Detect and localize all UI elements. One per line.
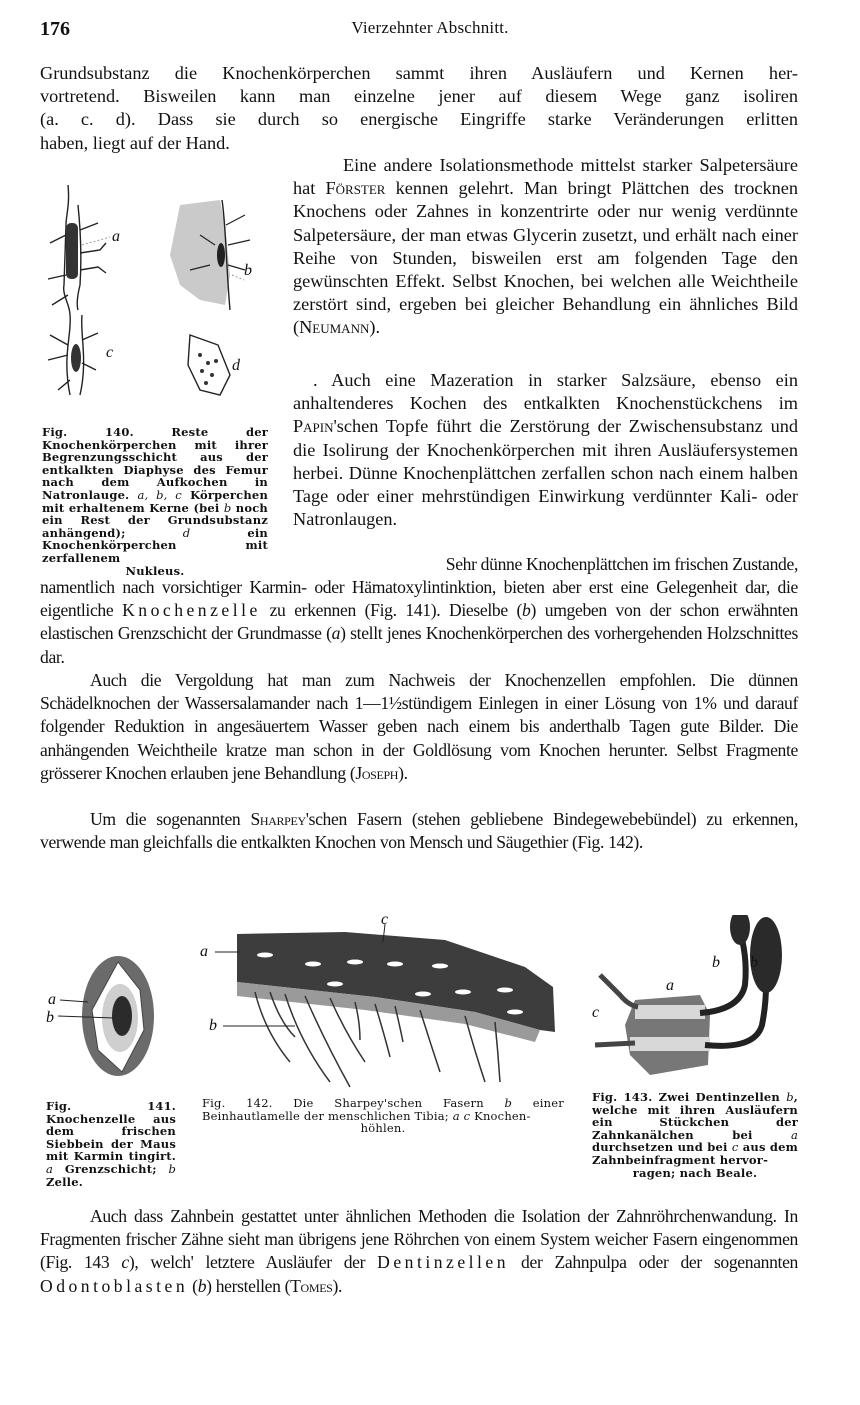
paragraph-1 <box>40 62 798 155</box>
figure-140-caption: Fig. 140. Reste der Knochenkörperchen mit ihrer Begrenzungsschicht aus der entkalkten Diaphyse des Femur nach dem Aufkochen in Natronlauge. a, b, c Körperchen mit erhaltenem Kerne (bei b noch ein Rest der Grundsubstanz anhängend); d ein Knochenkörperchen mit zerfallenem Nukleus. <box>42 425 269 578</box>
author-neumann: Neumann <box>299 317 370 338</box>
paragraph-1-line-4: haben, liegt auf der Hand. <box>40 132 230 153</box>
fig143-label-b1: b <box>712 954 720 971</box>
term-knochenzelle: Knochenzelle <box>122 600 261 621</box>
fig143-label-b2: b <box>750 954 758 971</box>
fig142-label-c: c <box>381 912 389 928</box>
paragraph-5: Auch die Vergoldung hat man zum Nachweis der Knochenzellen empfohlen. Die dünnen Schädelknochen der Wassersalamander nach 1—1½stündigem Einlegen in einer Lösung von 1% und darauf folgender Reduktion in angesäuertem Wasser geben nach einem bis anderthalb Tagen gute Bilder. Die anhängenden Weichtheile kratze man schon in der Goldlösung vom Knochen herunter. Selbst Fragmente grösserer Knochen erlauben jene Behandlung (Joseph). <box>40 670 798 783</box>
paragraph-1-line-3: (a. c. d). Dass sie durch so energische Eingriffe starke Veränderungen erlitten <box>40 109 798 130</box>
figure-141-illustration <box>40 940 170 1090</box>
figure-142-illustration <box>195 912 590 1092</box>
paragraph-4: namentlich nach vorsichtiger Karmin- oder Hämatoxylintinktion, bieten aber erst eine Gelegenheit dar, die eigentliche Knochenzelle zu erkennen (Fig. 141). Dieselbe (b) umgeben von der schon erwähnten elastischen Grenzschicht der Grundmasse (a) stellt jenes Knochenkörperchen des vorhergehenden Holzschnittes dar. <box>40 577 798 667</box>
author-tomes: Tomes <box>290 1275 333 1296</box>
paragraph-6: Um die sogenannten Sharpey'schen Fasern (stehen gebliebene Bindegewebebündel) zu erkennen, verwende man gleichfalls die entkalkten Knochen von Mensch und Säugethier (Fig. 142). <box>40 809 798 853</box>
paragraph-1-line-1: Grundsubstanz die Knochenkörperchen sammt ihren Ausläufern und Kernen her- <box>40 63 798 83</box>
figure-143-illustration <box>590 915 820 1090</box>
cell-nucleus <box>112 996 132 1036</box>
term-dentinzellen: Dentinzellen <box>377 1252 510 1273</box>
bone-lamella <box>237 932 555 1032</box>
page-number: 176 <box>40 18 70 40</box>
fig140-label-d: d <box>232 357 240 374</box>
paragraph-1-line-2: vortretend. Bisweilen kann man einzelne jener auf diesem Wege ganz isoliren <box>40 86 798 107</box>
author-papin: Papin <box>293 416 334 437</box>
author-joseph: Joseph <box>355 762 399 783</box>
cell-b <box>170 200 250 310</box>
figure-141-caption: Fig. 141. Knochenzelle aus dem frischen Siebbein der Maus mit Karmin tingirt. a Grenzschicht; b Zelle. <box>46 1099 176 1189</box>
fig140-label-c: c <box>106 344 114 361</box>
fig141-label-b: b <box>46 1009 54 1026</box>
fig140-label-b: b <box>244 262 252 279</box>
term-odontoblasten: Odontoblasten <box>40 1275 189 1296</box>
figure-142-caption: Fig. 142. Die Sharpey'schen Fasern b einer Beinhautlamelle der menschlichen Tibia; a c Knochen- höhlen. <box>202 1096 564 1136</box>
running-title: Vierzehnter Abschnitt. <box>351 18 509 37</box>
fig143-label-a: a <box>666 977 674 994</box>
paragraph-7: Auch dass Zahnbein gestattet unter ähnlichen Methoden die Isolation der Zahnröhrchenwandung. In Fragmenten frischer Zähne sieht man übrigens jene Röhrchen von einem System weicher Fasern eingenommen (Fig. 143 c), welch' letztere Ausläufer der Dentinzellen der Zahnpulpa oder der sogenannten Odontoblasten (b) herstellen (Tomes). <box>40 1206 798 1296</box>
cell-d <box>188 335 230 395</box>
figure-140-illustration <box>40 175 270 415</box>
dentin-cell-1 <box>730 915 750 945</box>
cell-a-nucleus <box>66 223 78 279</box>
fig142-label-a: a <box>200 943 208 960</box>
author-sharpey: Sharpey <box>250 809 306 829</box>
figure-143-caption: Fig. 143. Zwei Dentinzellen b, welche mit ihren Ausläufern ein Stückchen der Zahnkanälchen bei a durchsetzen und bei c aus dem Zahnbeinfragment hervor- ragen; nach Beale. <box>592 1090 799 1180</box>
cell-c-nucleus <box>71 344 81 372</box>
fig142-label-b: b <box>209 1017 217 1034</box>
paragraph-2: Eine andere Isolationsmethode mittelst starker Salpetersäure hat Förster kennen gelehrt. Man bringt Plättchen des trocknen Knochens oder Zahnes in konzentrirte oder nur wenig verdünnte Salpetersäure, der man etwas Glycerin zusetzt, und erhält nach einer Reihe von Stunden, bisweilen erst am folgenden Tage den gewünschten Effekt. Selbst Knochen, bei welchen alle Weichtheile zerstört sind, ergeben bei gleicher Behandlung ein ähnliches Bild (Neumann). <box>293 155 798 338</box>
fig141-label-a: a <box>48 991 56 1008</box>
author-forster: Förster <box>325 178 386 199</box>
paragraph-4-first-line: Sehr dünne Knochenplättchen im frischen Zustande, <box>445 554 798 574</box>
fig140-label-a: a <box>112 228 120 245</box>
fig143-label-c: c <box>592 1004 600 1021</box>
paragraph-3: . Auch eine Mazeration in starker Salzsäure, ebenso ein anhaltenderes Kochen des entkalkten Knochenstückchens im Papin'schen Topfe führt die Zerstörung der Zwischensubstanz und die Isolirung der Knochenkörperchen mit ihren Ausläufersystemen herbei. Dünne Knochenplättchen zerfallen schon nach einem halben Tage oder einer mehrstündigen Einwirkung verdünnter Kali- oder Natronlaugen. <box>293 370 798 530</box>
